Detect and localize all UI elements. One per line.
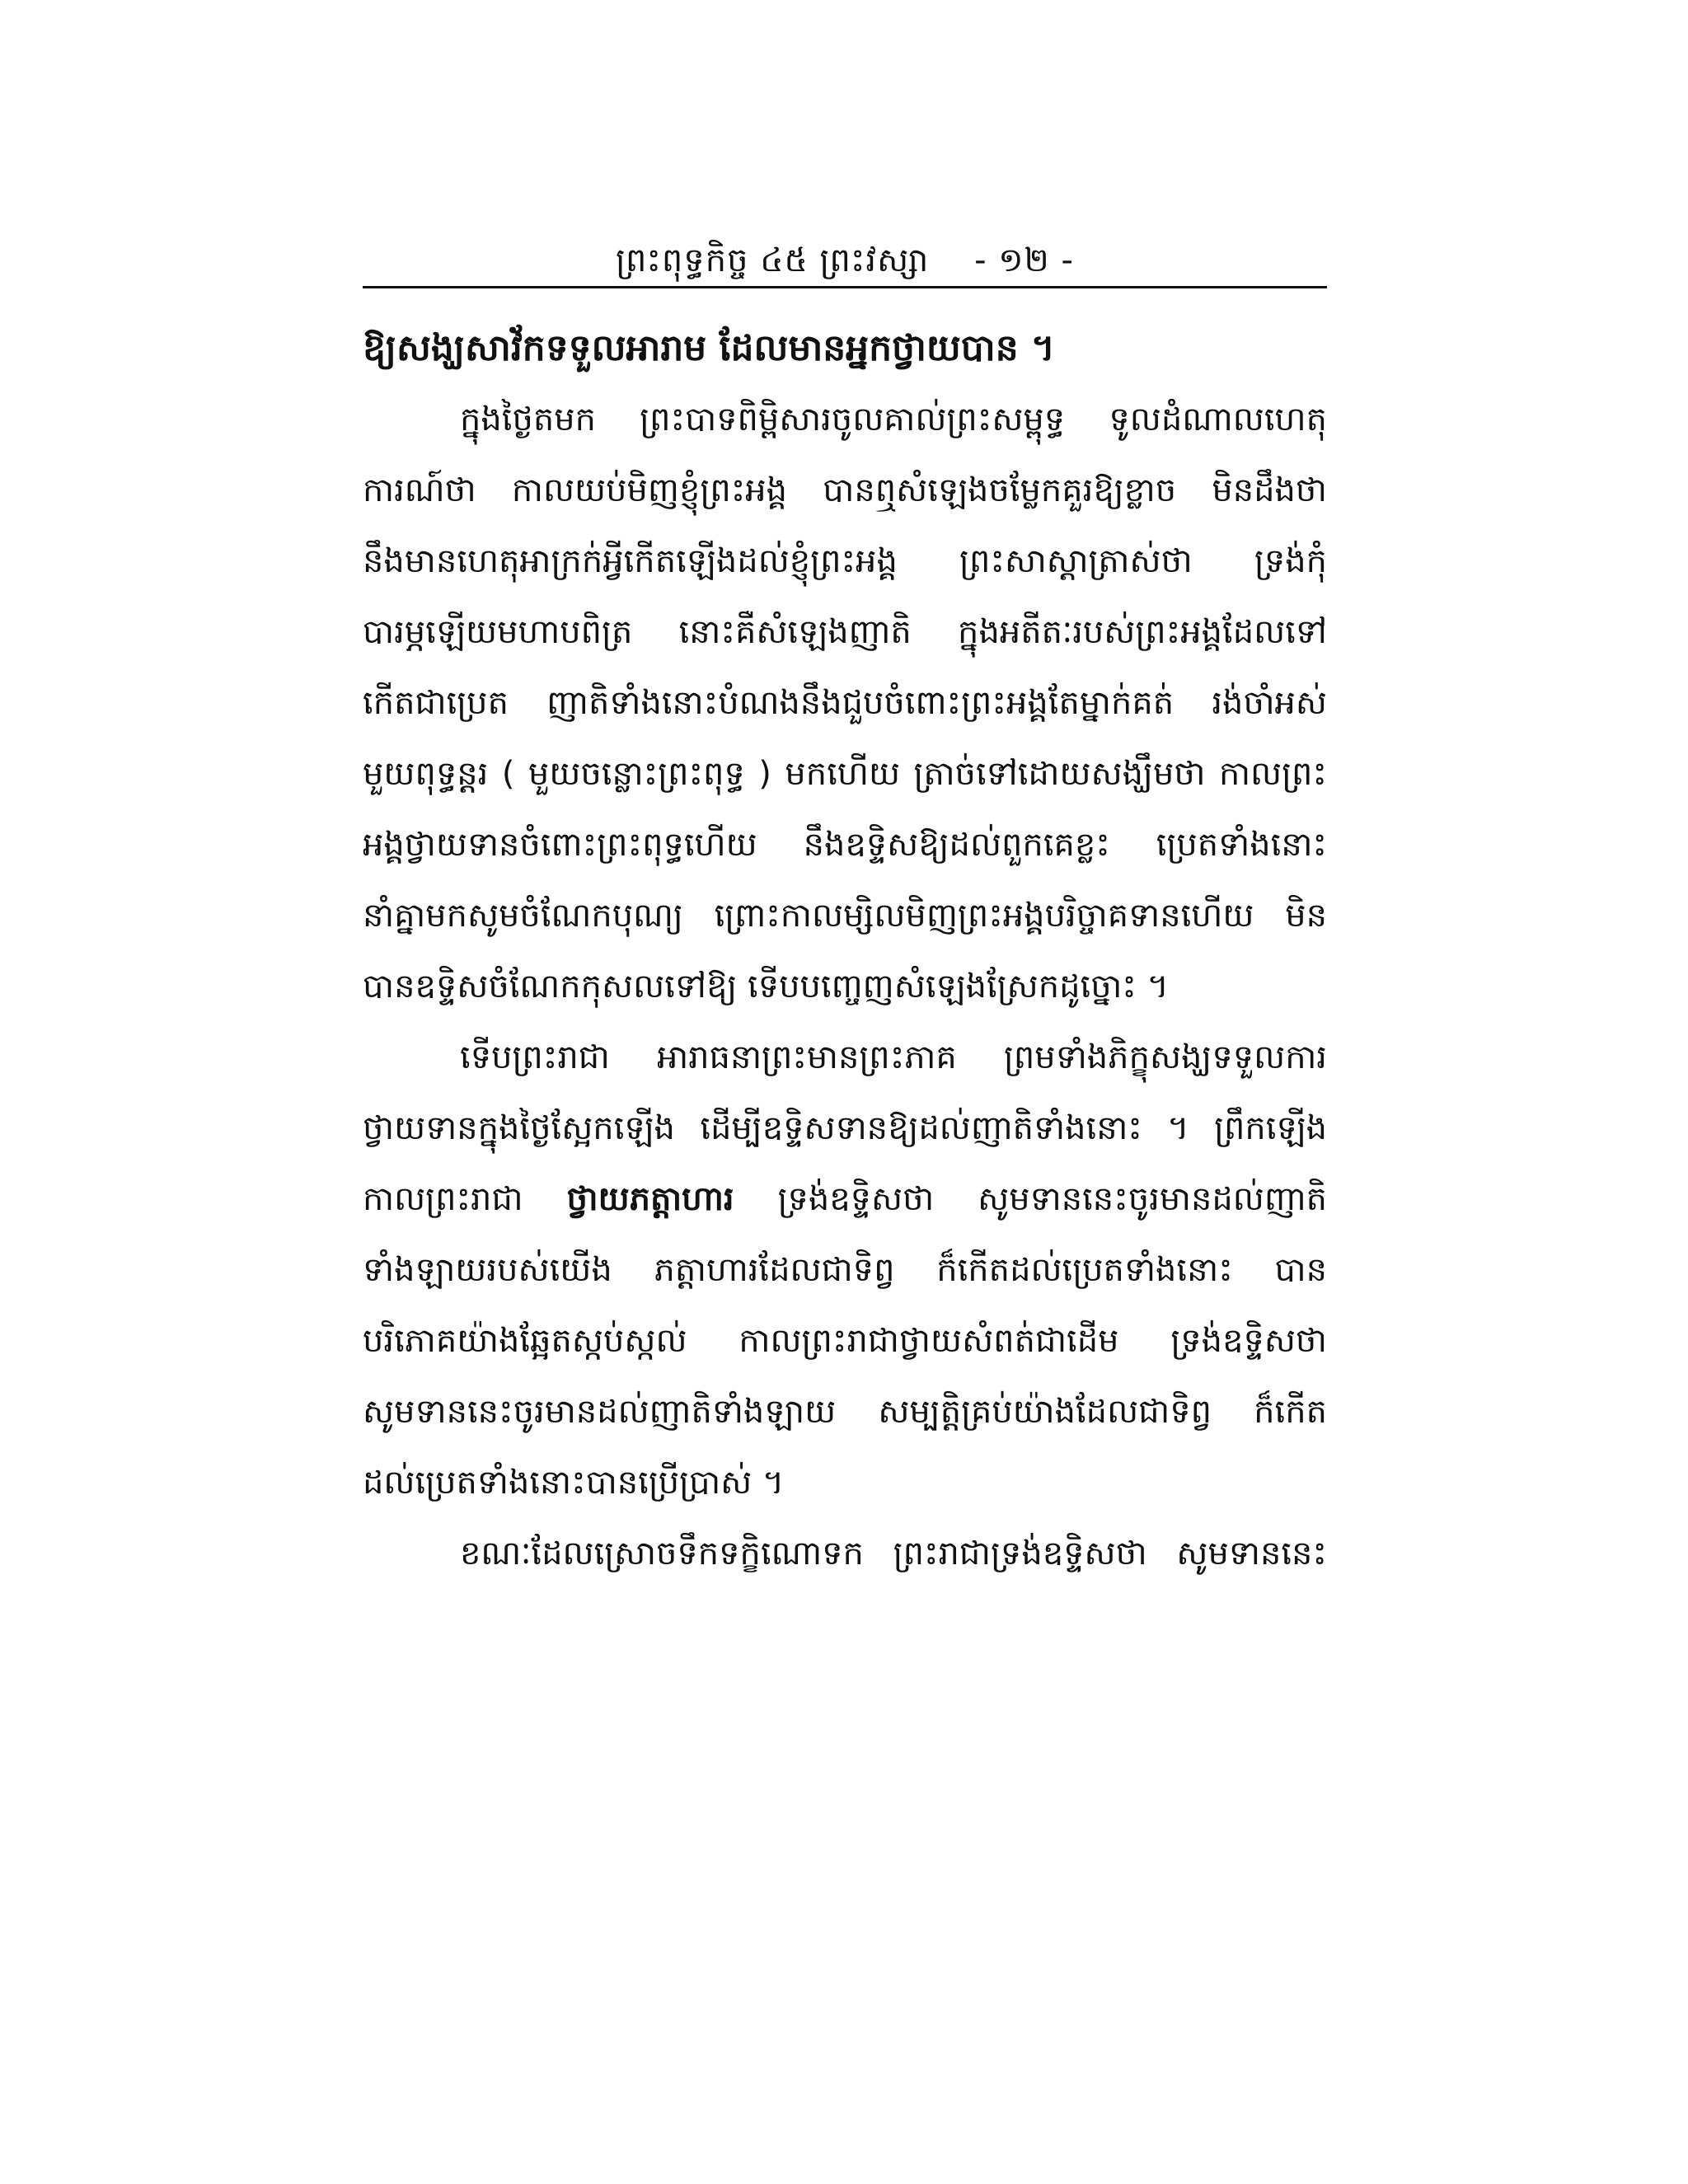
text-line: បារម្ភឡើយមហាបពិត្រ នោះគឺសំឡេងញាតិ ក្នុងអតីតៈរបស់ព្រះអង្គដែលទៅ xyxy=(363,613,1327,651)
body-text xyxy=(363,313,1327,1589)
page-number: - ១២ - xyxy=(974,241,1074,279)
text-line: សូមទាននេះចូរមានដល់ញាតិទាំងឡាយ សម្បត្តិគ្រប់យ៉ាងដែលជាទិព្វ ក៏កើត xyxy=(363,1393,1327,1431)
paragraph-3 xyxy=(363,1518,1327,1589)
header-divider xyxy=(363,286,1327,288)
text-line: មួយពុទ្ធន្តរ ( មួយចន្លោះព្រះពុទ្ធ ) មកហើយ ត្រាច់ទៅដោយសង្ឃឹមថា កាលព្រះ xyxy=(363,755,1327,793)
section-heading-continuation: ឱ្យសង្ឃសាវ័កទទួលអារាម ដែលមានអ្នកថ្វាយបាន ។ xyxy=(363,327,1055,369)
book-title: ព្រះពុទ្ធកិច្ច ៤៥ ព្រះវស្សា xyxy=(616,241,930,279)
text-line: កើតជាប្រេត ញាតិទាំងនោះបំណងនឹងជួបចំពោះព្រះអង្គតែម្នាក់គត់ រង់ចាំអស់ xyxy=(363,684,1327,722)
text-segment: ទ្រង់ឧទ្ទិសថា សូមទាននេះចូរមានដល់ញាតិ xyxy=(777,1180,1327,1218)
text-line: នឹងមានហេតុអាក្រក់អ្វីកើតឡើងដល់ខ្ញុំព្រះអង្គ ព្រះសាស្តាត្រាស់ថា ទ្រង់កុំ xyxy=(363,542,1327,580)
text-line: ទើបព្រះរាជា អារាធនាព្រះមានព្រះភាគ ព្រមទាំងភិក្ខុសង្ឃទទួលការ xyxy=(460,1038,1327,1076)
text-line-with-emphasis xyxy=(363,1164,1327,1235)
paragraph-1 xyxy=(363,384,1327,1022)
text-line: បរិភោគយ៉ាងឆ្អែតស្កប់ស្កល់ កាលព្រះរាជាថ្វាយសំពត់ជាដើម ទ្រង់ឧទ្ទិសថា xyxy=(363,1322,1327,1360)
text-line: ដល់ប្រេតទាំងនោះបានប្រើប្រាស់ ។ xyxy=(363,1464,785,1502)
text-line: ការណ៍ថា កាលយប់មិញខ្ញុំព្រះអង្គ បានឮសំឡេងចម្លែកគួរឱ្យខ្លាច មិនដឹងថា xyxy=(363,471,1327,509)
text-line: នាំគ្នាមកសូមចំណែកបុណ្យ ព្រោះកាលម្សិលមិញព្រះអង្គបរិច្ចាគទានហើយ មិន xyxy=(363,897,1327,935)
running-header xyxy=(363,237,1327,284)
paragraph-2 xyxy=(363,1022,1327,1518)
emphasized-term: ថ្វាយភត្តាហារ xyxy=(566,1180,734,1218)
text-line: ថ្វាយទានក្នុងថ្ងៃស្អែកឡើង ដើម្បីឧទ្ទិសទានឱ្យដល់ញាតិទាំងនោះ ។ ព្រឹកឡើង xyxy=(363,1109,1327,1147)
text-line: ក្នុងថ្ងៃតមក ព្រះបាទពិម្ពិសារចូលគាល់ព្រះសម្ពុទ្ធ ទូលដំណាលហេតុ xyxy=(460,401,1327,438)
text-segment: កាលព្រះរាជា xyxy=(363,1180,523,1218)
text-line: ខណៈដែលស្រោចទឹកទក្ខិណោទក ព្រះរាជាទ្រង់ឧទ្ទិសថា សូមទាននេះ xyxy=(460,1535,1327,1572)
text-line: ទាំងឡាយរបស់យើង ភត្តាហារដែលជាទិព្វ ក៏កើតដល់ប្រេតទាំងនោះ បាន xyxy=(363,1251,1327,1289)
text-line: អង្គថ្វាយទានចំពោះព្រះពុទ្ធហើយ នឹងឧទ្ទិសឱ្យដល់ពួកគេខ្លះ ប្រេតទាំងនោះ xyxy=(363,826,1327,864)
text-line: បានឧទ្ទិសចំណែកកុសលទៅឱ្យ ទើបបញ្ចេញសំឡេងស្រែកដូច្នោះ ។ xyxy=(363,968,1169,1005)
